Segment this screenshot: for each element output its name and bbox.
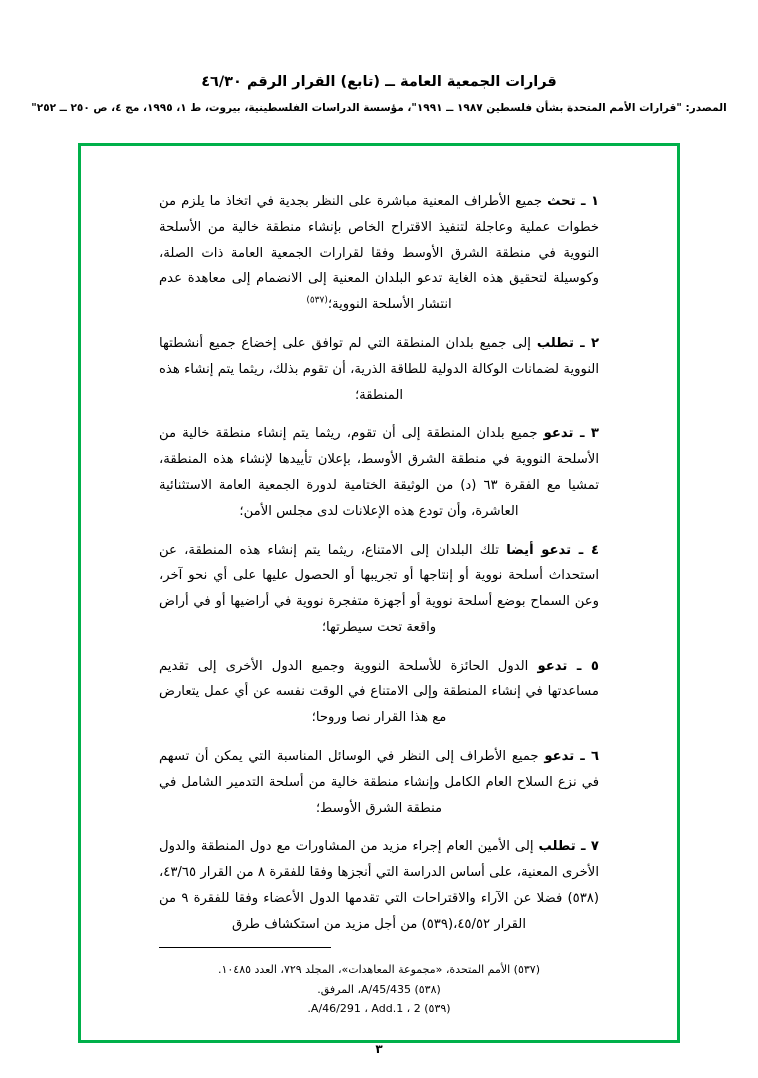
paragraph-5 — [159, 654, 599, 731]
footnotes-block — [159, 960, 599, 1018]
footnote-537: (٥٣٧) الأمم المتحدة، «مجموعة المعاهدات»، المجلد ٧٢٩، العدد ١٠٤٨٥. — [217, 963, 541, 977]
paragraph-2 — [159, 331, 599, 408]
footnote-separator — [159, 947, 331, 948]
paragraph-3 — [159, 421, 599, 524]
paragraph-1 — [159, 189, 599, 318]
paragraph-4-text: تلك البلدان إلى الامتناع، ريثما يتم إنشاء هذه المنطقة، عن استحداث أسلحة نووية أو إنتاجها أو تجريبها أو الحصول عليها على أي نحو آخر، وعن السماح بوضع أسلحة نووية أو أجهزة متفجرة نووية في أراضيها أو في أراض واقعة تحت سيطرتها؛ — [159, 542, 599, 635]
source-line: المصدر: "قرارات الأمم المتحدة بشأن فلسطين ١٩٨٧ ــ ١٩٩١"، مؤسسة الدراسات الفلسطينية، بيروت، ط ١، ١٩٩٥، مج ٤، ص ٢٥٠ ــ ٢٥٢" — [31, 102, 727, 115]
green-border-frame — [78, 143, 680, 1043]
footnote-538: (٥٣٨) A/45/435، المرفق. — [317, 982, 441, 996]
paragraph-4 — [159, 538, 599, 641]
document-header — [0, 72, 758, 116]
paragraph-7-text: إلى الأمين العام إجراء مزيد من المشاورات مع دول المنطقة والدول الأخرى المعنية، على أساس الدراسة التي أنجزها وفقا للفقرة ٨ من القرار ٤٣/٦٥،(٥٣٨) فضلا عن الآراء والاقتراحات التي تقدمها الدول الأعضاء وفقا للفقرة ٩ من القرار ٤٥/٥٢،(٥٣٩) من أجل مزيد من استكشاف طرق — [159, 839, 600, 932]
paragraph-1-text: جميع الأطراف المعنية مباشرة على النظر بجدية في اتخاذ ما يلزم من خطوات عملية وعاجلة لتنفيذ الاقتراح الخاص بإنشاء منطقة خالية من الأسلحة النووية في منطقة الشرق الأوسط وفقا لقرارات الجمعية العامة ذات الصلة، وكوسيلة لتحقيق هذه الغاية تدعو البلدان المعنية إلى الانضمام إلى معاهدة عدم انتشار الأسلحة النووية؛ — [159, 194, 599, 313]
paragraph-3-lead: ٣ ـ تدعو — [543, 426, 599, 442]
paragraph-4-lead: ٤ ـ تدعو أيضا — [506, 542, 599, 558]
paragraph-6 — [159, 744, 599, 821]
footnote-539: (٥٣٩) A/46/291 ، Add.1 ، 2. — [307, 1001, 451, 1015]
paragraph-7 — [159, 834, 599, 937]
paragraph-6-lead: ٦ ـ تدعو — [544, 749, 599, 765]
page-title: قرارات الجمعية العامة ــ (تابع) القرار الرقم ٤٦/٣٠ — [201, 74, 557, 90]
paragraph-1-note-ref: (٥٣٧) — [306, 295, 328, 306]
paragraph-2-lead: ٢ ـ تطلب — [536, 336, 599, 352]
page-number: ٣ — [375, 1042, 383, 1056]
paragraph-2-text: إلى جميع بلدان المنطقة التي لم توافق على إخضاع جميع أنشطتها النووية لضمانات الوكالة الدولية للطاقة الذرية، أن تقوم بذلك، ريثما يتم إنشاء هذه المنطقة؛ — [159, 336, 599, 403]
paragraph-5-text: الدول الحائزة للأسلحة النووية وجميع الدول الأخرى إلى تقديم مساعدتها في إنشاء المنطقة وإلى الامتناع في الوقت نفسه عن أي عمل يتعارض مع هذا القرار نصا وروحا؛ — [159, 658, 599, 726]
paragraph-7-lead: ٧ ـ تطلب — [538, 839, 599, 855]
paragraph-6-text: جميع الأطراف إلى النظر في الوسائل المناسبة التي يمكن أن تسهم في نزع السلاح العام الكامل وإنشاء منطقة خالية من أسلحة التدمير الشامل في منطقة الشرق الأوسط؛ — [159, 749, 599, 816]
paragraph-3-text: جميع بلدان المنطقة إلى أن تقوم، ريثما يتم إنشاء منطقة خالية من الأسلحة النووية في منطقة الشرق الأوسط، بإعلان تأييدها لإنشاء هذه المنطقة، تمشيا مع الفقرة ٦٣ (د) من الوثيقة الختامية لدورة الجمعية العامة الاستثنائية العاشرة، وأن تودع هذه الإعلانات لدى مجلس الأمن؛ — [159, 426, 599, 519]
paragraph-5-lead: ٥ ـ تدعو — [537, 658, 599, 674]
paragraph-1-lead: ١ ـ تحث — [547, 194, 599, 210]
document-body — [81, 146, 677, 1040]
